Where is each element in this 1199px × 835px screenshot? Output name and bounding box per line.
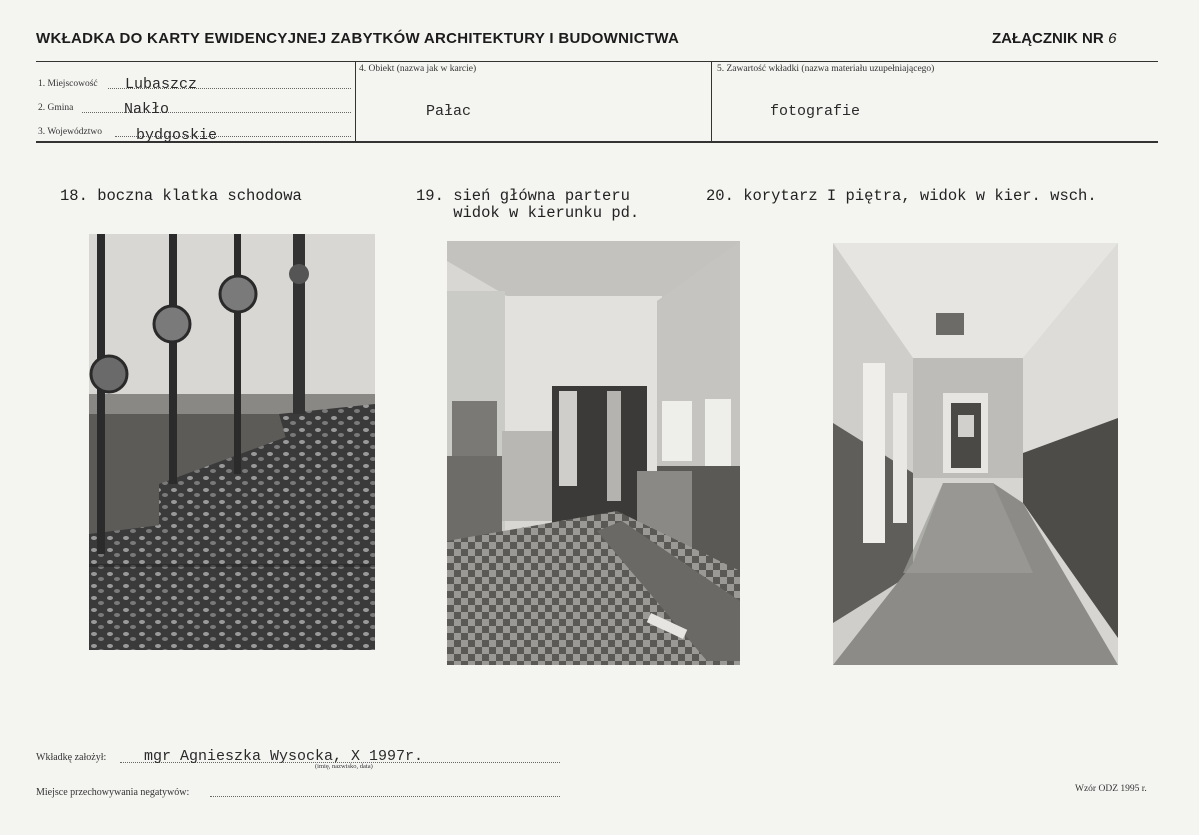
voivodeship-value: bydgoskie [136, 127, 218, 144]
locality-value: Lubaszcz [125, 76, 198, 93]
document-title: WKŁADKA DO KARTY EWIDENCYJNEJ ZABYTKÓW ARCHITEKTURY I BUDOWNICTWA [36, 30, 680, 47]
photo-caption-19: 19. sień główna parteru widok w kierunku pd. [416, 187, 640, 222]
founder-label: Wkładkę założył: [36, 752, 107, 763]
photo-caption-18: 18. boczna klatka schodowa [60, 187, 302, 205]
locality-label: 1. Miejscowość [38, 79, 98, 89]
annex-number: 6 [1107, 31, 1117, 48]
storage-dotted-line [210, 796, 560, 797]
photo-staircase-image [89, 234, 375, 650]
annex-label [992, 30, 1117, 48]
commune-value: Nakło [124, 101, 170, 118]
photo-main-hall-image [447, 241, 740, 665]
form-divider-1 [355, 61, 356, 142]
annex-label-text: ZAŁĄCZNIK NR [992, 30, 1104, 47]
commune-label: 2. Gmina [38, 103, 74, 113]
photo-corridor [833, 243, 1118, 665]
photo-main-hall [447, 241, 740, 665]
photo-staircase [89, 234, 375, 650]
contents-value: fotografie [770, 103, 861, 120]
form-top-rule [36, 61, 1158, 62]
contents-label: 5. Zawartość wkładki (nazwa materiału uzupełniającego) [717, 64, 935, 74]
storage-label: Miejsce przechowywania negatywów: [36, 787, 190, 798]
commune-dotted-line [82, 112, 351, 113]
object-label: 4. Obiekt (nazwa jak w karcie) [359, 64, 477, 74]
voivodeship-label: 3. Województwo [38, 127, 102, 137]
photo-corridor-image [833, 243, 1118, 665]
form-divider-2 [711, 61, 712, 142]
photo-caption-20: 20. korytarz I piętra, widok w kier. wsch. [706, 187, 1097, 205]
founder-value: mgr Agnieszka Wysocka, X 1997r. [144, 748, 424, 765]
form-version: Wzór ODZ 1995 r. [1075, 784, 1147, 794]
object-value: Pałac [426, 103, 472, 120]
founder-hint: (imię, nazwisko, data) [315, 763, 373, 770]
